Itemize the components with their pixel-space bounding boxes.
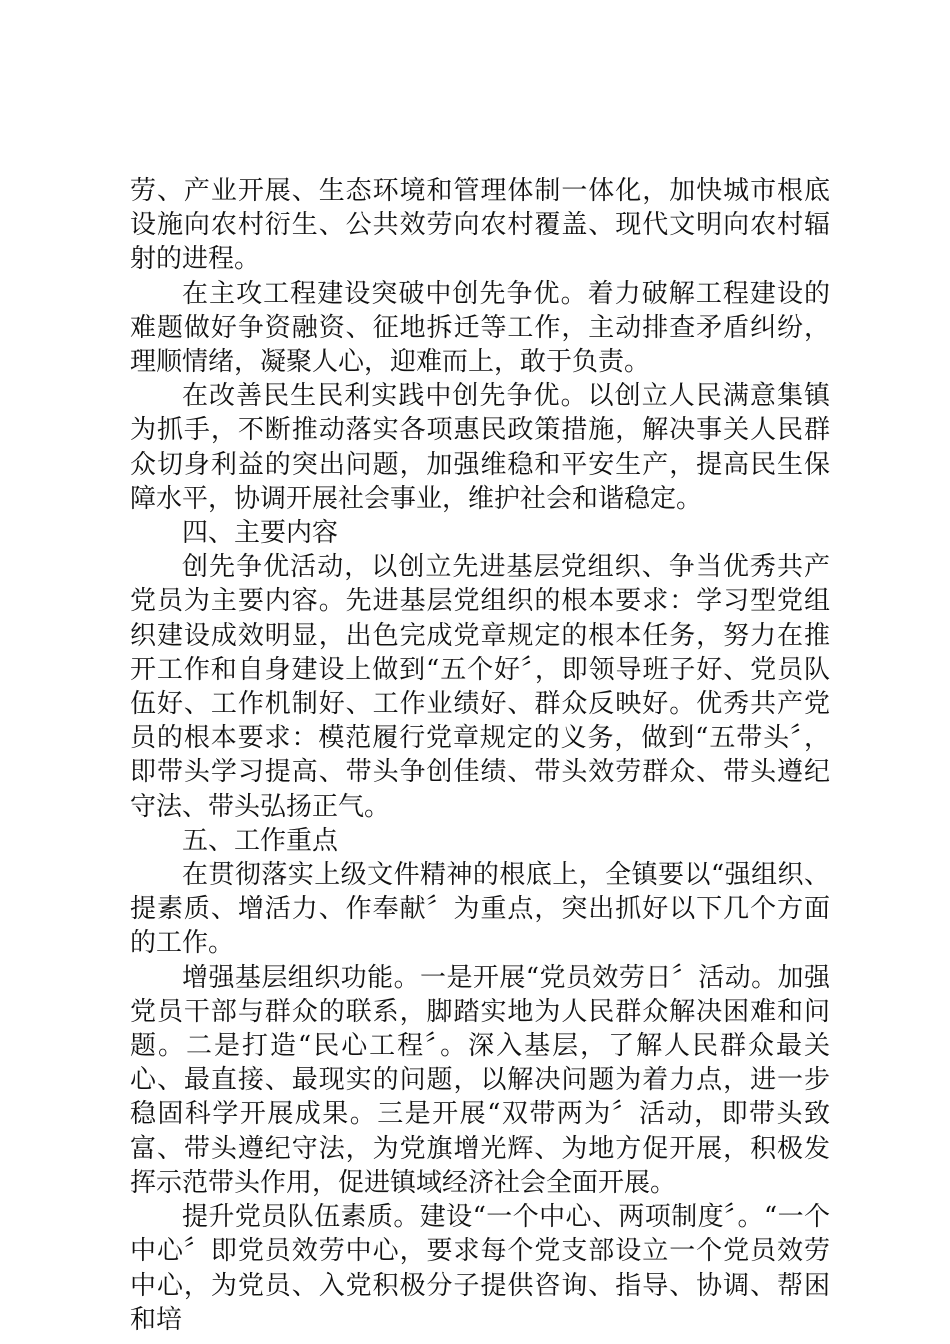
paragraph-2: 在主攻工程建设突破中创先争优。着力破解工程建设的难题做好争资融资、征地拆迁等工作，主动排查矛盾纠纷，理顺情绪，凝聚人心，迎难而上，敢于负责。 bbox=[130, 278, 830, 378]
section-heading-5: 五、工作重点 bbox=[182, 825, 339, 856]
document-page bbox=[130, 174, 830, 1337]
paragraph-9: 提升党员队伍素质。建设“一个中心、两项制度〞。“一个中心〞即党员效劳中心，要求每个党支部设立一个党员效劳中心，为党员、入党积极分子提供咨询、指导、协调、帮困和培 bbox=[130, 1202, 830, 1335]
paragraph-3: 在改善民生民利实践中创先争优。以创立人民满意集镇为抓手，不断推动落实各项惠民政策措施，解决事关人民群众切身利益的突出问题，加强维稳和平安生产，提高民生保障水平，协调开展社会事业，维护社会和谐稳定。 bbox=[130, 381, 830, 514]
paragraph-8: 增强基层组织功能。一是开展“党员效劳日〞活动。加强党员干部与群众的联系，脚踏实地为人民群众解决困难和问题。二是打造“民心工程〞。深入基层，了解人民群众最关心、最直接、最现实的问题，以解决问题为着力点，进一步稳固科学开展成果。三是开展“双带两为〞活动，即带头致富、带头遵纪守法，为党旗增光辉、为地方促开展，积极发挥示范带头作用，促进镇域经济社会全面开展。 bbox=[130, 962, 830, 1198]
paragraph-1: 劳、产业开展、生态环境和管理体制一体化，加快城市根底设施向农村衍生、公共效劳向农村覆盖、现代文明向农村辐射的进程。 bbox=[130, 176, 830, 275]
paragraph-7: 在贯彻落实上级文件精神的根底上，全镇要以“强组织、提素质、增活力、作奉献〞为重点，突出抓好以下几个方面的工作。 bbox=[130, 860, 830, 959]
paragraph-5: 创先争优活动，以创立先进基层党组织、争当优秀共产党员为主要内容。先进基层党组织的根本要求：学习型党组织建设成效明显，出色完成党章规定的根本任务，努力在推开工作和自身建设上做到“五个好〞，即领导班子好、党员队伍好、工作机制好、工作业绩好、群众反映好。优秀共产党员的根本要求：模范履行党章规定的义务，做到“五带头〞，即带头学习提高、带头争创佳绩、带头效劳群众、带头遵纪守法、带头弘扬正气。 bbox=[130, 552, 830, 822]
section-heading-4: 四、主要内容 bbox=[182, 518, 339, 549]
